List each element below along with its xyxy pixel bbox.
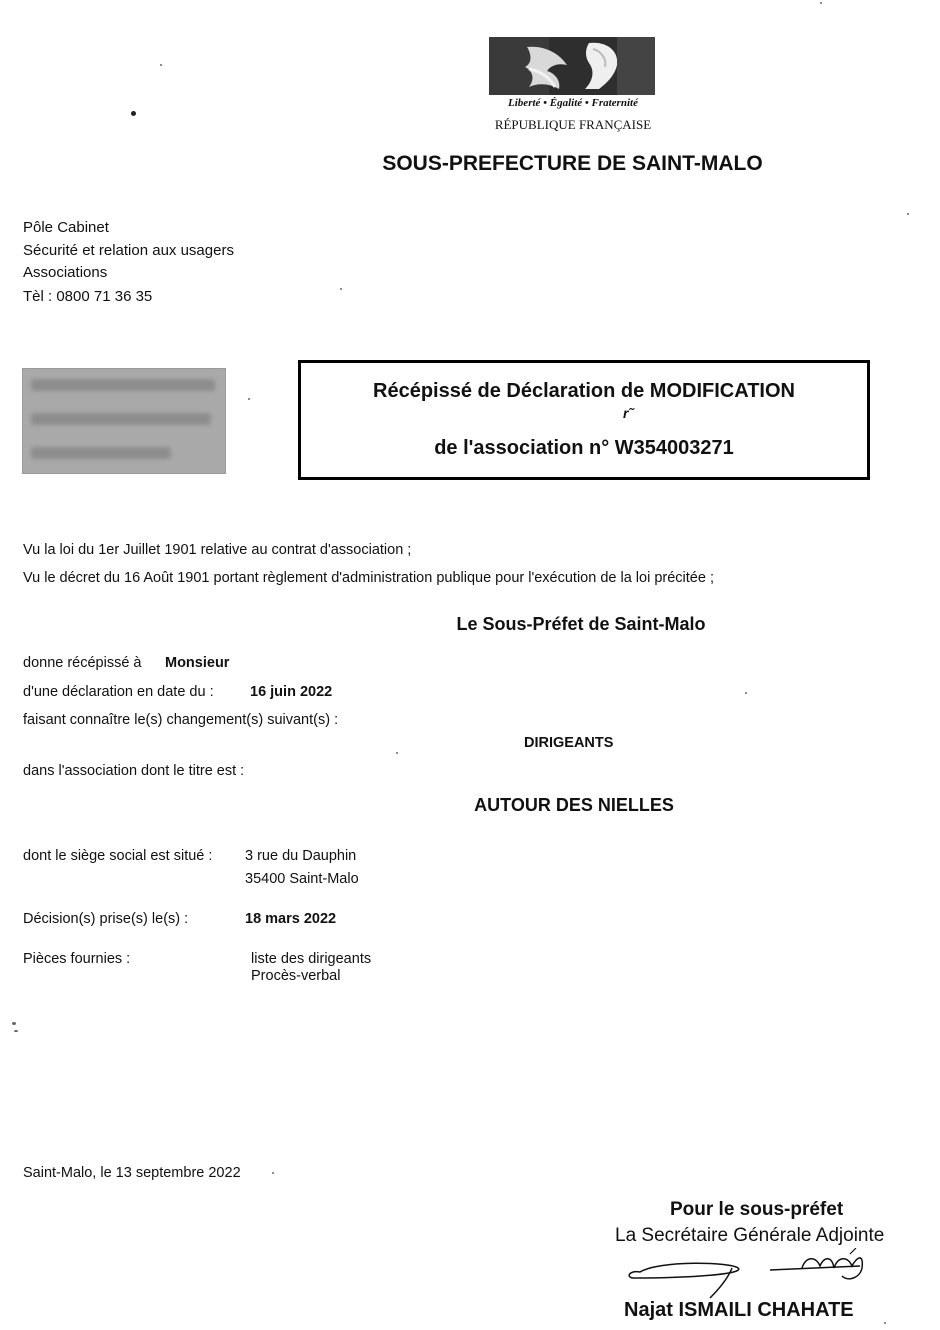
authority-title: Le Sous-Préfet de Saint-Malo bbox=[456, 614, 706, 634]
changes-value: DIRIGEANTS bbox=[524, 735, 614, 751]
law-reference-1: Vu la loi du 1er Juillet 1901 relative au contrat d'association ; bbox=[23, 542, 412, 558]
association-number: de l'association n° W354003271 bbox=[434, 437, 734, 459]
document-item: liste des dirigeants bbox=[251, 951, 372, 967]
service-line-3: Associations bbox=[23, 264, 108, 281]
documents-label: Pièces fournies : bbox=[23, 951, 131, 967]
declaration-date: 16 juin 2022 bbox=[250, 684, 333, 700]
republic-motto: Liberté • Égalité • Fraternité bbox=[508, 97, 638, 109]
law-reference-2: Vu le décret du 16 Août 1901 portant règlement d'administration publique pour l'exécution de la loi précitée ; bbox=[23, 570, 714, 586]
signature-for: Pour le sous-préfet bbox=[670, 1199, 844, 1220]
association-title: AUTOUR DES NIELLES bbox=[474, 795, 674, 815]
changes-label: faisant connaître le(s) changement(s) suivant(s) : bbox=[23, 712, 339, 728]
republic-logo bbox=[488, 37, 656, 137]
seat-street: 3 rue du Dauphin bbox=[245, 848, 357, 864]
service-phone: Tèl : 0800 71 36 35 bbox=[23, 288, 153, 305]
pen-mark-icon: r˜ bbox=[623, 405, 634, 421]
handwritten-signature-icon bbox=[620, 1248, 880, 1304]
seat-label: dont le siège social est situé : bbox=[23, 848, 213, 864]
republic-name: RÉPUBLIQUE FRANÇAISE bbox=[494, 117, 652, 132]
marianne-emblem-icon bbox=[489, 37, 655, 95]
document-item: Procès-verbal bbox=[251, 968, 341, 984]
decision-date: 18 mars 2022 bbox=[245, 911, 337, 927]
prefecture-title: SOUS-PREFECTURE DE SAINT-MALO bbox=[382, 152, 763, 175]
recepisse-label: donne récépissé à bbox=[23, 655, 142, 671]
signatory-name: Najat ISMAILI CHAHATE bbox=[624, 1299, 854, 1321]
title-label: dans l'association dont le titre est : bbox=[23, 763, 245, 779]
seat-city: 35400 Saint-Malo bbox=[245, 871, 359, 887]
declaration-label: d'une déclaration en date du : bbox=[23, 684, 214, 700]
recepisse-value: Monsieur bbox=[165, 655, 230, 671]
blurred-reference-box bbox=[22, 368, 226, 474]
decision-label: Décision(s) prise(s) le(s) : bbox=[23, 911, 189, 927]
place-date: Saint-Malo, le 13 septembre 2022 bbox=[23, 1165, 241, 1181]
signature-role: La Secrétaire Générale Adjointe bbox=[615, 1225, 885, 1246]
service-line-2: Sécurité et relation aux usagers bbox=[23, 242, 234, 259]
service-line-1: Pôle Cabinet bbox=[23, 219, 109, 236]
receipt-title-box bbox=[298, 360, 870, 480]
receipt-title: Récépissé de Déclaration de MODIFICATION bbox=[373, 380, 795, 402]
